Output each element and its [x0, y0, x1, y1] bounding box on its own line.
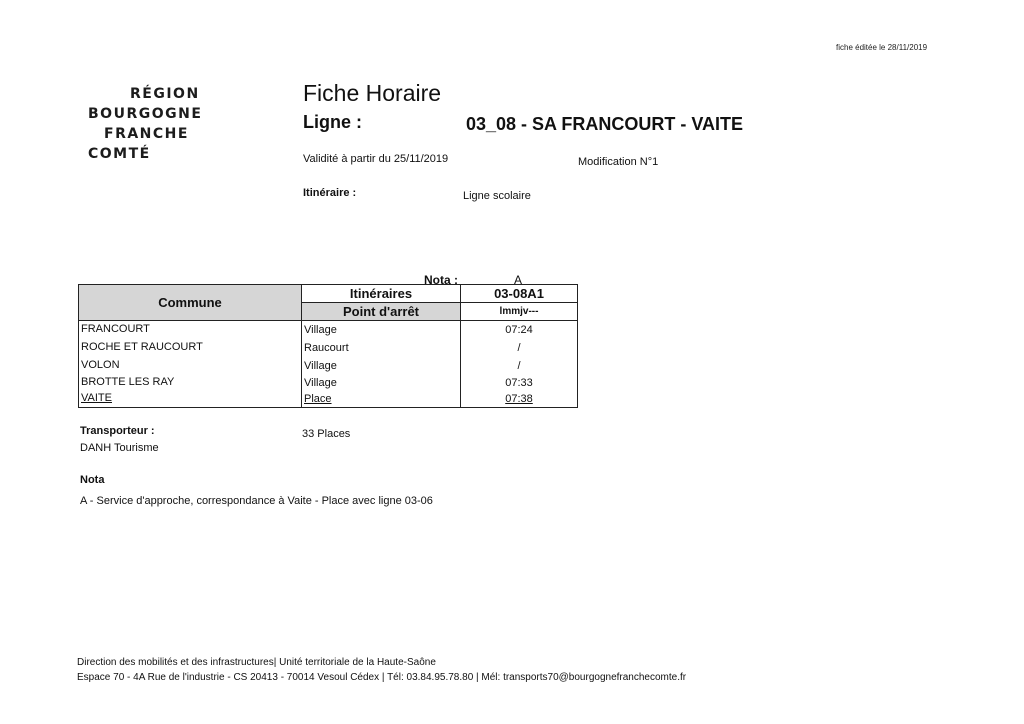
time-cell: 07:24	[505, 324, 533, 336]
seat-count: 33 Places	[302, 428, 351, 440]
stop-cell: Place	[304, 393, 332, 405]
time-cell: /	[517, 342, 521, 354]
logo-line-2: BOURGOGNE	[88, 106, 203, 122]
schedule-table	[78, 284, 578, 408]
stop-cell: Village	[304, 377, 337, 389]
modification-number: Modification N°1	[578, 156, 659, 168]
commune-cell: ROCHE ET RAUCOURT	[81, 341, 203, 353]
time-cell: 07:33	[505, 377, 533, 389]
edition-date: fiche éditée le 28/11/2019	[836, 43, 928, 52]
time-cell: 07:38	[505, 393, 533, 405]
header-service-days: lmmjv---	[499, 306, 539, 317]
logo-line-4: COMTÉ	[88, 146, 151, 162]
header-divider	[302, 302, 577, 303]
header-point-arret: Point d'arrêt	[302, 303, 460, 320]
nota-heading: Nota	[80, 474, 105, 486]
header-service-code: 03-08A1	[494, 286, 544, 301]
table-row	[79, 339, 577, 357]
logo-line-1: RÉGION	[130, 86, 200, 102]
stop-cell: Village	[304, 360, 337, 372]
commune-cell: VAITE	[81, 392, 112, 404]
nota-text: A - Service d'approche, correspondance à Vaite - Place avec ligne 03-06	[80, 495, 433, 507]
stop-cell: Village	[304, 324, 337, 336]
header-commune: Commune	[79, 285, 301, 320]
itinerary-label: Itinéraire :	[303, 187, 357, 199]
ligne-label: Ligne :	[303, 112, 362, 132]
logo-line-3: FRANCHE	[104, 126, 189, 142]
stop-cell: Raucourt	[304, 342, 349, 354]
region-logo	[88, 84, 218, 164]
commune-cell: VOLON	[81, 359, 120, 371]
commune-cell: FRANCOURT	[81, 323, 150, 335]
itinerary-value: Ligne scolaire	[463, 190, 531, 202]
table-row	[79, 390, 577, 408]
commune-cell: BROTTE LES RAY	[81, 376, 175, 388]
nota-value: A	[513, 273, 522, 287]
header-itineraires: Itinéraires	[349, 286, 413, 301]
validity-date: Validité à partir du 25/11/2019	[303, 153, 449, 165]
table-row	[79, 321, 577, 339]
footer-line-1: Direction des mobilités et des infrastructures| Unité territoriale de la Haute-Saône	[77, 657, 436, 668]
table-row	[79, 357, 577, 375]
transporteur-name: DANH Tourisme	[80, 442, 159, 454]
ligne-value: 03_08 - SA FRANCOURT - VAITE	[466, 114, 744, 134]
nota-label: Nota :	[424, 273, 458, 287]
time-cell: /	[517, 360, 521, 372]
page-title: Fiche Horaire	[303, 80, 442, 106]
transporteur-label: Transporteur :	[80, 425, 155, 437]
footer-line-2: Espace 70 - 4A Rue de l'industrie - CS 20413 - 70014 Vesoul Cédex | Tél: 03.84.95.78.80 | Mél: transports70@bourgognefranchecomte.fr	[77, 672, 687, 683]
